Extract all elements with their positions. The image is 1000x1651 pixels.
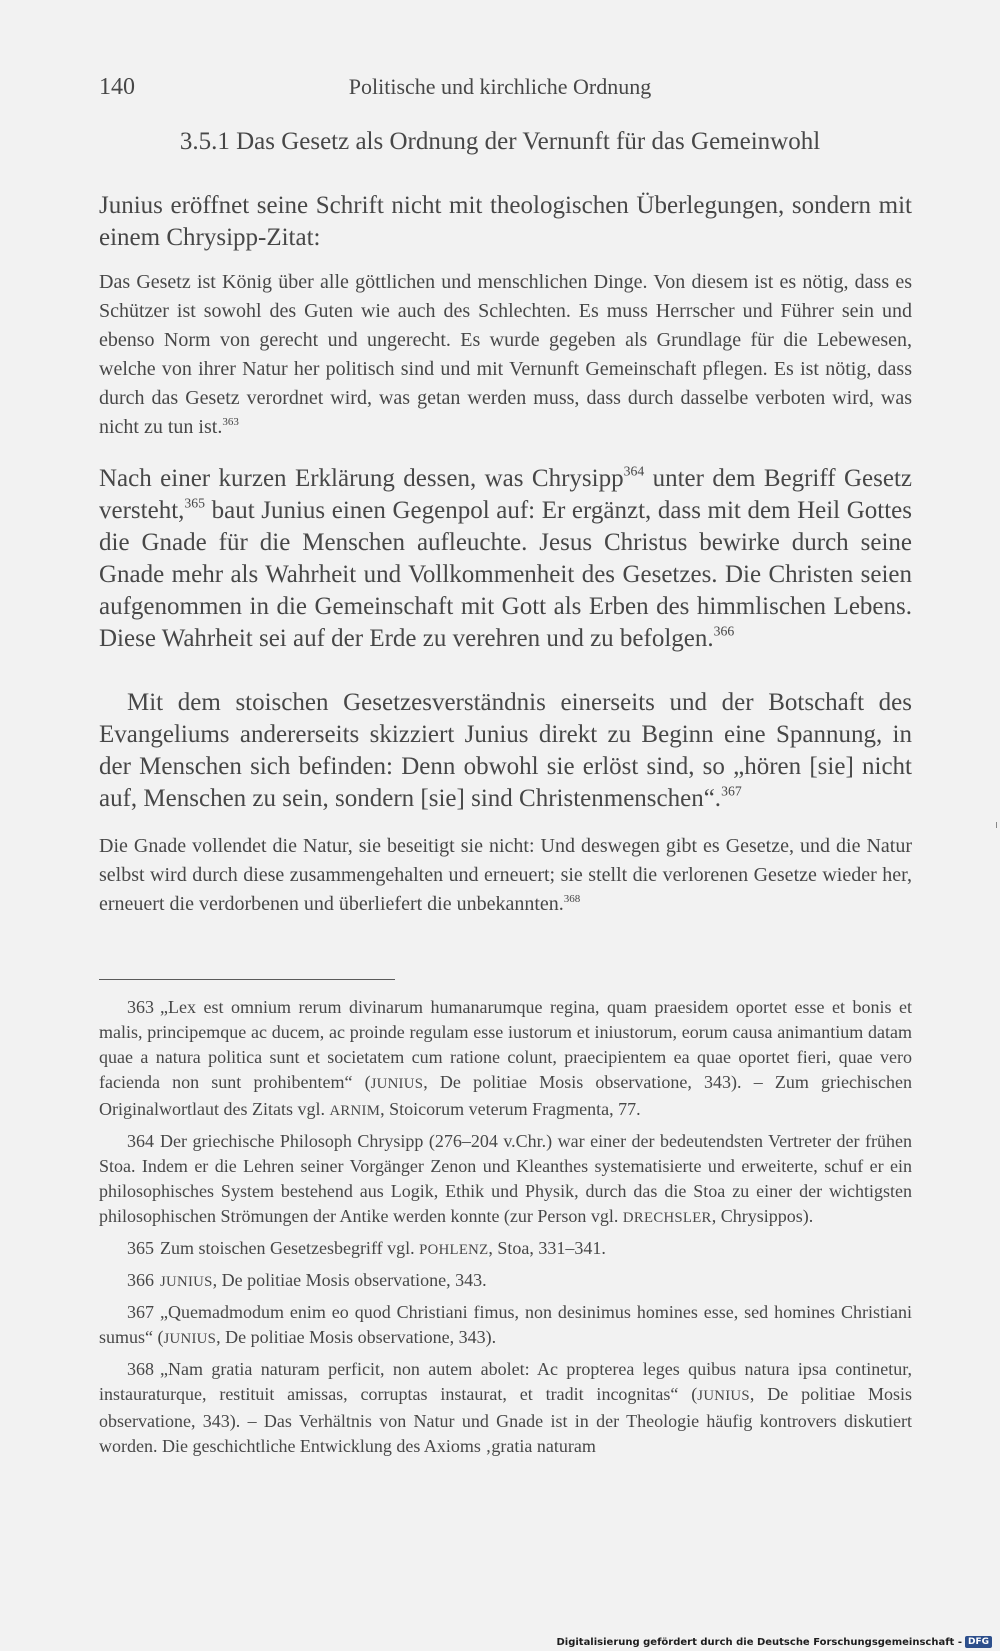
footnote-number: 364 bbox=[127, 1131, 154, 1151]
footnote-ref-365[interactable]: 365 bbox=[184, 495, 206, 511]
credit-text: Digitalisierung gefördert durch die Deutsche Forschungsgemeinschaft - bbox=[556, 1636, 962, 1648]
block-quote-chrysipp bbox=[99, 268, 912, 442]
footnote-divider bbox=[99, 979, 395, 980]
author-name: DRECHSLER bbox=[622, 1210, 712, 1226]
dfg-logo: DFG bbox=[965, 1636, 992, 1648]
paragraph-text: unter dem Begriff Gesetz versteht, bbox=[99, 465, 912, 524]
author-name: JUNIUS bbox=[163, 1331, 217, 1347]
footnote-ref-364[interactable]: 364 bbox=[623, 463, 645, 479]
intro-paragraph: Junius eröffnet seine Schrift nicht mit theologischen Überlegungen, sondern mit einem Chrysipp-Zitat: bbox=[99, 192, 912, 251]
digitization-credit bbox=[556, 1636, 992, 1648]
footnote-text: Der griechische Philosoph Chrysipp (276–204 v.Chr.) war einer der bedeutendsten Vertreter der frühen Stoa. Indem er die Lehren seiner Vorgänger Zenon und Kleanthes systematisierte und erweiterte, schuf er ein philosophisches System bestehend aus Logik, Ethik und Physik, durch das die Stoa zu einer der wichtigsten philosophischen Strömungen der Antike werden konnte (zur Person vgl. bbox=[99, 1131, 912, 1226]
footnote-365 bbox=[99, 1236, 912, 1263]
footnote-text: Zum stoischen Gesetzesbegriff vgl. bbox=[160, 1238, 420, 1258]
footnote-ref-366[interactable]: 366 bbox=[713, 623, 735, 639]
footnote-text: „Lex est omnium rerum divinarum humanarumque regina, quam praesidem oportet esse et bonis et malis, principemque ac ducem, ac proinde regulam esse iustorum et iniustorum, eorum causa animantium datam quae a natura politica sunt et societatem cum ratione colunt, praecipientem ea quae oportet fieri, quae vero facienda non sunt prohibentem“ ( bbox=[99, 997, 912, 1092]
footnote-363 bbox=[99, 995, 912, 1124]
footnote-text: , Stoa, 331–341. bbox=[488, 1238, 606, 1258]
footnotes bbox=[99, 995, 912, 1464]
quote-text: Die Gnade vollendet die Natur, sie beseitigt sie nicht: Und deswegen gibt es Gesetze, und die Natur selbst wird durch diese zusammengehalten und erneuert; sie stellt die verlorenen Gesetze wieder her, erneuert die verdorbenen und überliefert die unbekannten. bbox=[99, 835, 912, 915]
paragraph-text: Mit dem stoischen Gesetzesverständnis einerseits und der Botschaft des Evangeliums andererseits skizziert Junius direkt zu Beginn eine Spannung, in der Menschen sich befinden: Denn obwohl sie erlöst sind, so „hören [sie] nicht auf, Menschen zu sein, sondern [sie] sind Christenmenschen“. bbox=[99, 689, 912, 812]
block-quote-gratia bbox=[99, 832, 912, 919]
running-head: Politische und kirchliche Ordnung bbox=[348, 74, 652, 99]
footnote-368 bbox=[99, 1357, 912, 1459]
page-edge-mark bbox=[996, 822, 997, 828]
footnote-text: , De politiae Mosis observatione, 343). bbox=[216, 1327, 497, 1347]
footnote-text: , Stoicorum veterum Fragmenta, 77. bbox=[380, 1099, 641, 1119]
footnote-number: 367 bbox=[127, 1302, 154, 1322]
body-paragraph-2 bbox=[99, 463, 912, 655]
footnote-number: 368 bbox=[127, 1359, 154, 1379]
author-name: JUNIUS bbox=[370, 1076, 424, 1092]
footnote-367 bbox=[99, 1300, 912, 1352]
paragraph-text: Nach einer kurzen Erklärung dessen, was Chrysipp bbox=[99, 465, 624, 492]
author-name: ARNIM bbox=[329, 1103, 381, 1119]
footnote-text: , De politiae Mosis observatione, 343). – Das Verhältnis von Natur und Gnade ist in der Theologie häufig kontrovers diskutiert worden. Die geschichtliche Entwicklung des Axioms ‚gratia naturam bbox=[99, 1384, 912, 1456]
footnote-text: „Nam gratia naturam perficit, non autem abolet: Ac propterea leges quibus natura ipsa continetur, instauraturque, restituit amissas, corruptas instaurat, et tradit incognitas“ ( bbox=[99, 1359, 912, 1404]
footnote-number: 365 bbox=[127, 1238, 154, 1258]
author-name: POHLENZ bbox=[419, 1242, 489, 1258]
footnote-text: , De politiae Mosis observatione, 343. bbox=[212, 1270, 487, 1290]
footnote-text: , Chrysippos). bbox=[711, 1206, 814, 1226]
page-number: 140 bbox=[99, 74, 135, 100]
author-name: JUNIUS bbox=[160, 1274, 213, 1290]
section-heading: 3.5.1 Das Gesetz als Ordnung der Vernunft für das Gemeinwohl bbox=[179, 128, 821, 155]
footnote-number: 366 bbox=[127, 1270, 154, 1290]
footnote-ref-363[interactable]: 363 bbox=[222, 415, 239, 428]
footnote-text: „Quemadmodum enim eo quod Christiani fimus, non desinimus homines esse, sed homines Christiani sumus“ ( bbox=[99, 1302, 912, 1347]
body-paragraph-3 bbox=[99, 687, 912, 815]
footnote-text: , De politiae Mosis observatione, 343). – Zum griechischen Originalwortlaut des Zitats vgl. bbox=[99, 1072, 913, 1119]
footnote-ref-368[interactable]: 368 bbox=[563, 892, 581, 905]
footnote-ref-367[interactable]: 367 bbox=[721, 783, 742, 799]
footnote-number: 363 bbox=[127, 997, 154, 1017]
quote-text: Das Gesetz ist König über alle göttlichen und menschlichen Dinge. Von diesem ist es nötig, dass es Schützer ist sowohl des Guten wie auch des Schlechten. Es muss Herrscher und Führer sein und ebenso Norm von gerecht und ungerecht. Es wurde gegeben als Grundlage für die Lebewesen, welche von ihrer Natur her politisch sind und mit Vernunft Gemeinschaft pflegen. Es ist nötig, dass durch das Gesetz verordnet wird, was getan werden muss, dass durch dasselbe verboten wird, was nicht zu tun ist. bbox=[99, 271, 912, 438]
author-name: JUNIUS bbox=[697, 1388, 750, 1404]
footnote-366 bbox=[99, 1268, 912, 1295]
footnote-364 bbox=[99, 1129, 912, 1231]
paragraph-text: baut Junius einen Gegenpol auf: Er ergänzt, dass mit dem Heil Gottes die Gnade für die Menschen aufleuchte. Jesus Christus bewirke durch seine Gnade mehr als Wahrheit und Vollkommenheit des Gesetzes. Die Christen seien aufgenommen in die Gemeinschaft mit Gott als Erben des himmlischen Lebens. Diese Wahrheit sei auf der Erde zu verehren und zu befolgen. bbox=[99, 497, 912, 652]
